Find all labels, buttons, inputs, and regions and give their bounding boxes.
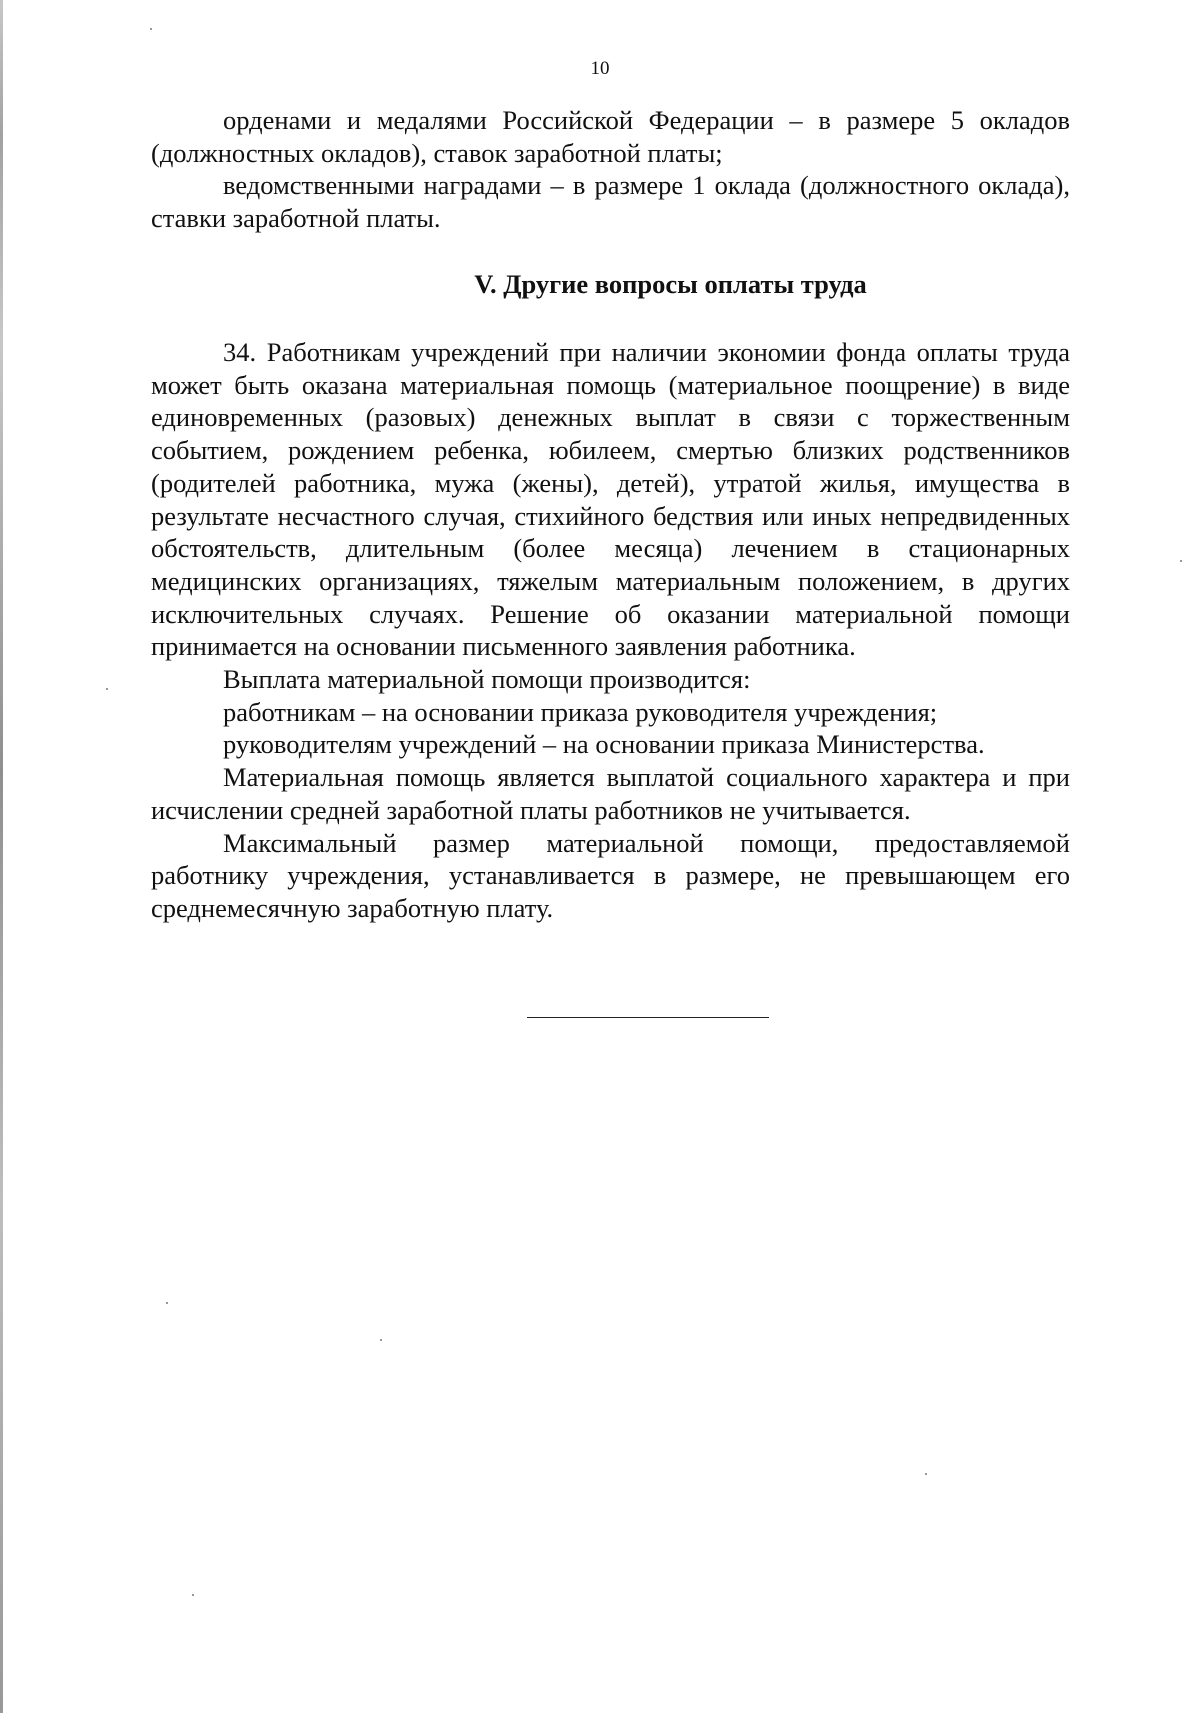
scan-speck (106, 688, 108, 690)
main-text-block (151, 336, 1070, 925)
paragraph-payment-intro: Выплата материальной помощи производится: (223, 664, 751, 695)
paragraph-maximum-amount: Максимальный размер материальной помощи, предоставляемой работнику учреждения, устанавливается в размере, не превышающем его среднемесячную заработную плату. (151, 827, 1070, 923)
paragraph-34: 34. Работникам учреждений при наличии экономии фонда оплаты труда может быть оказана материальная помощь (материальное поощрение) в виде единовременных (разовых) денежных выплат в связи с торжественным событием, рождением ребенка, юбилеем, смертью близких родственников (родителей работника, мужа (жены), детей), утратой жилья, имущества в результате несчастного случая, стихийного бедствия или иных непредвиденных обстоятельств, длительным (более месяца) лечением в стационарных медицинских организациях, тяжелым материальным положением, в других исключительных случаях. Решение об оказании материальной помощи принимается на основании письменного заявления работника. (151, 337, 1070, 662)
scan-speck (166, 1302, 168, 1304)
scan-speck (150, 28, 152, 30)
section-heading: V. Другие вопросы оплаты труда (474, 269, 867, 299)
top-text-block (151, 104, 1070, 235)
scan-speck (1180, 560, 1182, 562)
scan-edge (0, 0, 3, 1713)
end-of-document-rule (527, 1017, 769, 1018)
paragraph-payment-workers: работникам – на основании приказа руководителя учреждения; (223, 696, 938, 727)
scan-speck (192, 1594, 194, 1596)
paragraph-payment-heads: руководителям учреждений – на основании приказа Министерства. (223, 729, 985, 760)
page-number: 10 (590, 58, 610, 79)
scan-speck (925, 1473, 927, 1475)
paragraph-orders-medals: орденами и медалями Российской Федерации – в размере 5 окладов (должностных окладов), ставок заработной платы; (151, 105, 1070, 168)
paragraph-social-character: Материальная помощь является выплатой социального характера и при исчислении средней заработной платы работников не учитывается. (151, 762, 1070, 825)
scan-speck (380, 1339, 382, 1341)
paragraph-departmental-awards: ведомственными наградами – в размере 1 оклада (должностного оклада), ставки заработной платы. (151, 170, 1070, 234)
